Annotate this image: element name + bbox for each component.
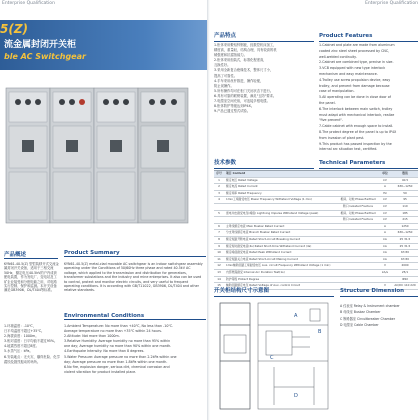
features-cn-list bbox=[214, 43, 314, 114]
table-cell: 额定电压 Rated Voltage bbox=[226, 177, 258, 182]
structure-en-title-text: Structure Dimension bbox=[340, 288, 405, 294]
zone-label-b: B bbox=[318, 329, 322, 335]
table-cell: 630~1250 bbox=[397, 230, 413, 235]
table-cell: 6 bbox=[218, 223, 220, 228]
table-row bbox=[214, 230, 418, 237]
table-row bbox=[214, 184, 418, 191]
table-row bbox=[214, 204, 418, 211]
banner-en-title: ble AC Switchgear bbox=[4, 52, 86, 61]
feature-en-item: coated zinc steel sheet processed by CNC, bbox=[319, 48, 390, 53]
summary-en-title: Product Summary bbox=[64, 250, 120, 256]
table-cell bbox=[224, 204, 338, 210]
table-cell: kV bbox=[383, 217, 387, 222]
env-en-item: 2.Altitude: Not more than 1000m. bbox=[64, 334, 120, 339]
table-cell: 8 bbox=[218, 236, 220, 241]
table-cell: V bbox=[384, 283, 386, 288]
table-cell bbox=[338, 191, 378, 197]
table-cell: 11 bbox=[217, 256, 221, 261]
env-en-item: 1.Ambient Temperature: No more than +40℃, No less than -10℃. bbox=[64, 324, 174, 328]
table-cell: 4 bbox=[218, 197, 220, 202]
feature-en-item: internal arc situation test, certified. bbox=[319, 147, 378, 152]
table-row bbox=[214, 217, 418, 224]
left-page bbox=[0, 0, 208, 420]
table-cell: 25/1 bbox=[401, 269, 409, 274]
env-en-item: Average temperature no more than +35℃ within 24 hours. bbox=[64, 329, 162, 334]
feature-en-item: the panel. bbox=[319, 100, 336, 105]
table-cell: kA/s bbox=[382, 269, 388, 274]
table-cell: 3 bbox=[218, 190, 220, 195]
features-cn-title-text: 产品特点 bbox=[214, 33, 237, 39]
feature-cn-item: 9.产品已通过型式试验。 bbox=[214, 109, 251, 114]
table-cell: 内部燃弧耐受 Internal Arc Duration Test(1s) bbox=[226, 269, 285, 274]
table-cell bbox=[338, 270, 378, 276]
features-en-title bbox=[319, 32, 418, 42]
table-cell: kV bbox=[383, 210, 387, 215]
table-row bbox=[214, 257, 418, 264]
table-cell: 防护等级 Protect Degree bbox=[226, 276, 260, 281]
table-row bbox=[214, 270, 418, 277]
feature-en-item: well-welded continuity. bbox=[319, 54, 357, 59]
right-page bbox=[210, 0, 420, 420]
env-cn-item: 5.水蒸气压：kPa。 bbox=[4, 349, 33, 354]
table-cell: kA bbox=[383, 250, 387, 255]
table-cell bbox=[378, 277, 392, 283]
table-cell: 95 bbox=[403, 197, 407, 202]
header-left: Enterprise Qualification bbox=[2, 1, 55, 6]
table-cell: 雷电冲击耐受电压(峰值) Lightning Impulse Withstand Voltage (peak) bbox=[226, 210, 319, 215]
table-cell bbox=[338, 250, 378, 256]
table-cell: 1min辅助回路工频耐受电压 Aux. circuit Frequency Withstand Voltage (1 min) bbox=[226, 263, 331, 268]
table-cell: A bbox=[384, 223, 386, 228]
table-cell: 相间、对地 Phase Earthed bbox=[340, 197, 376, 202]
table-cell bbox=[338, 184, 378, 190]
table-cell: IP4X bbox=[401, 276, 409, 281]
table-row bbox=[214, 224, 418, 231]
table-header-row bbox=[214, 171, 418, 178]
features-en-list bbox=[319, 43, 418, 153]
table-cell: AC/DC 110 220 bbox=[394, 283, 416, 288]
table-cell: V bbox=[384, 263, 386, 268]
structure-legend-item: D 电缆室 Cable Chamber bbox=[340, 323, 379, 328]
structure-legend bbox=[340, 303, 418, 329]
table-cell: 63 80 bbox=[400, 256, 409, 261]
technical-table bbox=[214, 170, 418, 290]
table-cell: 110 bbox=[402, 203, 408, 208]
feature-en-item: 4.Trolley use screw propulsion device, easy bbox=[319, 77, 391, 82]
feature-en-item: 6.The interlock between main switch, trolley bbox=[319, 106, 393, 111]
table-cell: kA bbox=[383, 236, 387, 241]
feature-cn-item: 2.柜体采用组装式，标准化程度高， bbox=[214, 58, 267, 63]
structure-legend-item: A 仪表室 Relay & Instrument chamber bbox=[340, 304, 400, 308]
table-cell bbox=[224, 217, 338, 223]
structure-cn-title bbox=[214, 287, 334, 297]
divider bbox=[64, 256, 206, 257]
table-cell: 13 bbox=[217, 269, 221, 274]
table-header-cell: 项目 Content bbox=[226, 171, 246, 175]
feature-en-item: 9.This product has passed inspection by the bbox=[319, 141, 392, 146]
table-cell: kV bbox=[383, 203, 387, 208]
summary-cn-title: 产品概述 bbox=[4, 252, 27, 258]
features-cn-title bbox=[214, 32, 314, 42]
feature-cn-item: 6.具有可靠的联锁装置，满足"五防"要求。 bbox=[214, 93, 277, 98]
technical-cn-title-text: 技术参数 bbox=[214, 160, 237, 166]
table-cell: Hz bbox=[383, 190, 387, 195]
table-cell: 5 bbox=[218, 210, 220, 215]
feature-cn-item: 3.采用全新复合绝缘技术，整体尺寸小， bbox=[214, 68, 274, 73]
feature-cn-item: 械强度和抗腐蚀能力。 bbox=[214, 53, 247, 58]
feature-en-item: from invasion of plant pest. bbox=[319, 135, 365, 140]
feature-cn-item: 精度高，重量轻，结构合理，具有较高的机 bbox=[214, 48, 277, 53]
divider bbox=[64, 319, 206, 320]
feature-en-item: mechanism and easy maintenance. bbox=[319, 71, 378, 76]
feature-en-item: "five prevent". bbox=[319, 118, 343, 123]
env-cn-item: 6.安装地点：无火灾、爆炸危险、化学腐蚀及剧烈振动的场所。 bbox=[4, 354, 60, 364]
table-cell bbox=[338, 224, 378, 230]
summary-cn-text: KYN61-40.5(Z) 型铠装移开式交流金属封闭开关设备，适用于三相交流50Hz，额定电压40.5kV的户内成套配电装置，作为发电厂、变电站及工矿企业接受和分配电能之用，对电路实行控制、保护和监测。本开关设备满足GB3906、DL/T404等标准。 bbox=[4, 262, 59, 293]
table-cell: 215 bbox=[402, 217, 408, 222]
table-row bbox=[214, 244, 418, 251]
table-cell bbox=[338, 237, 378, 243]
table-header-cell: 数值 bbox=[402, 171, 408, 175]
table-cell: 1250 bbox=[401, 223, 409, 228]
technical-en-title bbox=[319, 159, 418, 169]
table-row bbox=[214, 178, 418, 185]
env-cn-item: 1.环境温度：-10℃， bbox=[4, 324, 37, 328]
table-cell: 额定短路关合电流 Rated Short-circuit Making Current bbox=[226, 256, 298, 261]
zone-label-a: A bbox=[294, 313, 298, 319]
table-cell: 分支母线额定电流 Branch Busbar Rated Current bbox=[226, 230, 291, 235]
structure-legend-item: B 母线室 Busbar Chamber bbox=[340, 310, 381, 315]
summary-en-header bbox=[64, 250, 206, 257]
env-en-item: violent vibration for product installed place. bbox=[64, 369, 137, 374]
structure-legend-item: C 断路器室 Circuitbreaker Chamber bbox=[340, 316, 396, 321]
feature-cn-item: 防止误操作。 bbox=[214, 83, 234, 88]
feature-cn-item: 5.所有操作均可在柜门关闭状态下进行。 bbox=[214, 88, 274, 93]
env-en-item: 3.Relative Humidity: Average humidity no more than 95% within bbox=[64, 339, 171, 344]
feature-en-item: 2.Cabinet are combined type, precise in size. bbox=[319, 60, 394, 65]
table-cell: 辅助回路额定电压 Rated Voltage of Aux. control Circuit bbox=[226, 283, 301, 288]
switchgear-cabinet-image bbox=[0, 80, 196, 230]
table-header-cell bbox=[338, 171, 378, 177]
env-cn-item: 日平均温度不超过+35℃。 bbox=[4, 329, 45, 334]
feature-cn-item: 提高了可靠性。 bbox=[214, 73, 238, 78]
header-right: Enterprise Qualification bbox=[365, 1, 418, 6]
table-cell: 断口 Isolated Fracture bbox=[343, 217, 373, 222]
feature-cn-item: 1.柜体采用敷铝锌钢板，经数控机床加工， bbox=[214, 43, 277, 47]
divider bbox=[4, 258, 58, 259]
table-cell: 1 bbox=[218, 177, 220, 182]
table-cell bbox=[214, 217, 224, 223]
table-cell: kA bbox=[383, 243, 387, 248]
table-cell: 额定峰值耐受电流 Rated Peak Withstand Current bbox=[226, 250, 292, 255]
feature-cn-item: 7.电缆室空间充裕，可连接多根电缆。 bbox=[214, 99, 270, 104]
table-cell: 50 bbox=[403, 190, 407, 195]
feature-en-item: trolley, and prevent from damage because bbox=[319, 83, 390, 88]
table-cell: 相间、对地 Phase Earthed bbox=[340, 210, 376, 215]
table-cell: kV bbox=[383, 197, 387, 202]
table-cell: 9 bbox=[218, 243, 220, 248]
env-en-item: one day; Average humidity no more than 90% within one month. bbox=[64, 344, 172, 349]
table-row bbox=[214, 263, 418, 270]
cabinet-unit bbox=[94, 88, 138, 223]
table-cell bbox=[214, 204, 224, 210]
table-cell: A bbox=[384, 184, 386, 189]
table-cell: kV bbox=[383, 177, 387, 182]
summary-en-text: KYN61-40.5(Z) metal-clad movable AC switchgear is an indoor switchgear assembly operating under the Conditions of 50/60Hz three phase and rated 40.5kV AC voltage, which applied to the transmission and distribution for generators, transformer substations and the industry and mine enterprises. It also can be used to control, protect and monitor electric circuits, and very useful to frequent operating conditions. It is according with GB/T11022, GB3906, DL/T404 and other relative standards. bbox=[64, 262, 203, 293]
cabinet-unit bbox=[6, 88, 50, 223]
table-cell: 断口 Isolated Fracture bbox=[343, 203, 373, 208]
cabinet-unit bbox=[138, 88, 188, 223]
table-cell: 额定频率 Rated Frequency bbox=[226, 190, 262, 195]
table-cell: 主母线额定电流 Main Busbar Rated Current bbox=[226, 223, 285, 228]
table-cell: A bbox=[384, 230, 386, 235]
table-cell: 185 bbox=[402, 210, 408, 215]
env-cn-item: 3.相对湿度：日平均值不超过95%。 bbox=[4, 339, 58, 344]
table-cell: kA bbox=[383, 256, 387, 261]
feature-en-item: 5.All operating can be done in close door of bbox=[319, 95, 391, 100]
table-cell: 630~1250 bbox=[397, 184, 413, 189]
env-en-item: 4.Earthquake Intensity: No more than 8 degrees. bbox=[64, 349, 145, 354]
zone-label-d: D bbox=[294, 393, 298, 399]
title-banner bbox=[0, 20, 208, 70]
table-cell bbox=[338, 263, 378, 269]
feature-cn-item: 互换性好。 bbox=[214, 63, 231, 68]
table-cell bbox=[338, 230, 378, 236]
cabinet-unit bbox=[50, 88, 94, 223]
table-cell bbox=[338, 244, 378, 250]
structure-en-title bbox=[340, 287, 418, 297]
feature-en-item: 3.VCB equipped with new type interlock bbox=[319, 66, 386, 71]
table-row bbox=[214, 237, 418, 244]
table-header-cell: 单位 bbox=[382, 171, 388, 175]
feature-en-item: 7.Cable cabinet with enough space to install. bbox=[319, 124, 394, 129]
table-row bbox=[214, 211, 418, 218]
table-cell: 2 bbox=[218, 184, 220, 189]
technical-en-title-text: Technical Parameters bbox=[319, 160, 386, 166]
table-row bbox=[214, 250, 418, 257]
table-cell: 额定短时耐受电流(4s) Rated Short-time Withstand Current (4s) bbox=[226, 243, 312, 248]
feature-en-item: 8.The protect degree of the panel is up to IP4X bbox=[319, 129, 397, 134]
features-en-title-text: Product Features bbox=[319, 33, 373, 39]
feature-en-item: must adapt with mechanical interlock, realize bbox=[319, 112, 395, 117]
table-cell bbox=[338, 178, 378, 184]
summary-cn-header bbox=[4, 250, 58, 259]
env-en-title: Environmental Conditions bbox=[64, 313, 145, 319]
env-en-item: 6.No fire, explosion danger, serious dirt, chemical corrosion and bbox=[64, 364, 170, 369]
env-en-item: 5.Water Pressure: Average pressure no more than 2.2kPa within one bbox=[64, 354, 177, 359]
env-en-list bbox=[64, 324, 204, 375]
table-row bbox=[214, 191, 418, 198]
structure-diagram bbox=[214, 297, 334, 415]
table-cell: 14 bbox=[217, 276, 221, 281]
table-cell: 15 bbox=[217, 283, 221, 288]
structure-cn-title-text: 开关柜结构尺寸示意图 bbox=[214, 288, 270, 294]
env-cn-item: 2.海拔高度：1000m。 bbox=[4, 334, 39, 339]
table-cell: 1min工频耐受电压 Power Frequency Withstand Voltage (1 min) bbox=[226, 197, 312, 202]
table-cell bbox=[338, 277, 378, 283]
env-en-item: day; Average pressure no more than 1.8kPa within one month. bbox=[64, 359, 168, 364]
table-cell: 40.5 bbox=[401, 177, 409, 182]
technical-cn-title bbox=[214, 159, 314, 169]
table-row bbox=[214, 197, 418, 204]
table-cell bbox=[338, 257, 378, 263]
table-cell: 10 bbox=[217, 250, 221, 255]
zone-label-c: C bbox=[270, 355, 274, 361]
feature-cn-item: 4.手车采用丝杆推进，操作轻便， bbox=[214, 78, 264, 83]
table-header-cell: 序号 bbox=[216, 171, 222, 175]
model-code: 5(Z) bbox=[0, 22, 29, 36]
feature-en-item: 1.Cabinet and plate are made from aluminum bbox=[319, 43, 395, 47]
env-cn-item: 4.地震烈度不超过8度。 bbox=[4, 344, 39, 349]
table-cell: 2000 bbox=[401, 263, 409, 268]
table-cell: 额定短路开断电流 Rated Short-circuit Breaking Current bbox=[226, 236, 301, 241]
table-cell: 25 31.5 bbox=[399, 236, 411, 241]
table-cell: 25 31.5 bbox=[399, 243, 411, 248]
feature-en-item: case of manipulation. bbox=[319, 89, 355, 94]
table-row bbox=[214, 277, 418, 284]
banner-cn-title: 流金属封闭开关柜 bbox=[4, 40, 77, 50]
table-cell: 7 bbox=[218, 230, 220, 235]
table-cell: 63 80 bbox=[400, 250, 409, 255]
env-en-header bbox=[64, 313, 206, 320]
table-cell: 额定电流 Rated Current bbox=[226, 184, 258, 189]
env-cn-list bbox=[4, 324, 60, 365]
table-cell: 12 bbox=[217, 263, 221, 268]
feature-cn-item: 8.柜体防护等级达到IP4X。 bbox=[214, 104, 255, 109]
